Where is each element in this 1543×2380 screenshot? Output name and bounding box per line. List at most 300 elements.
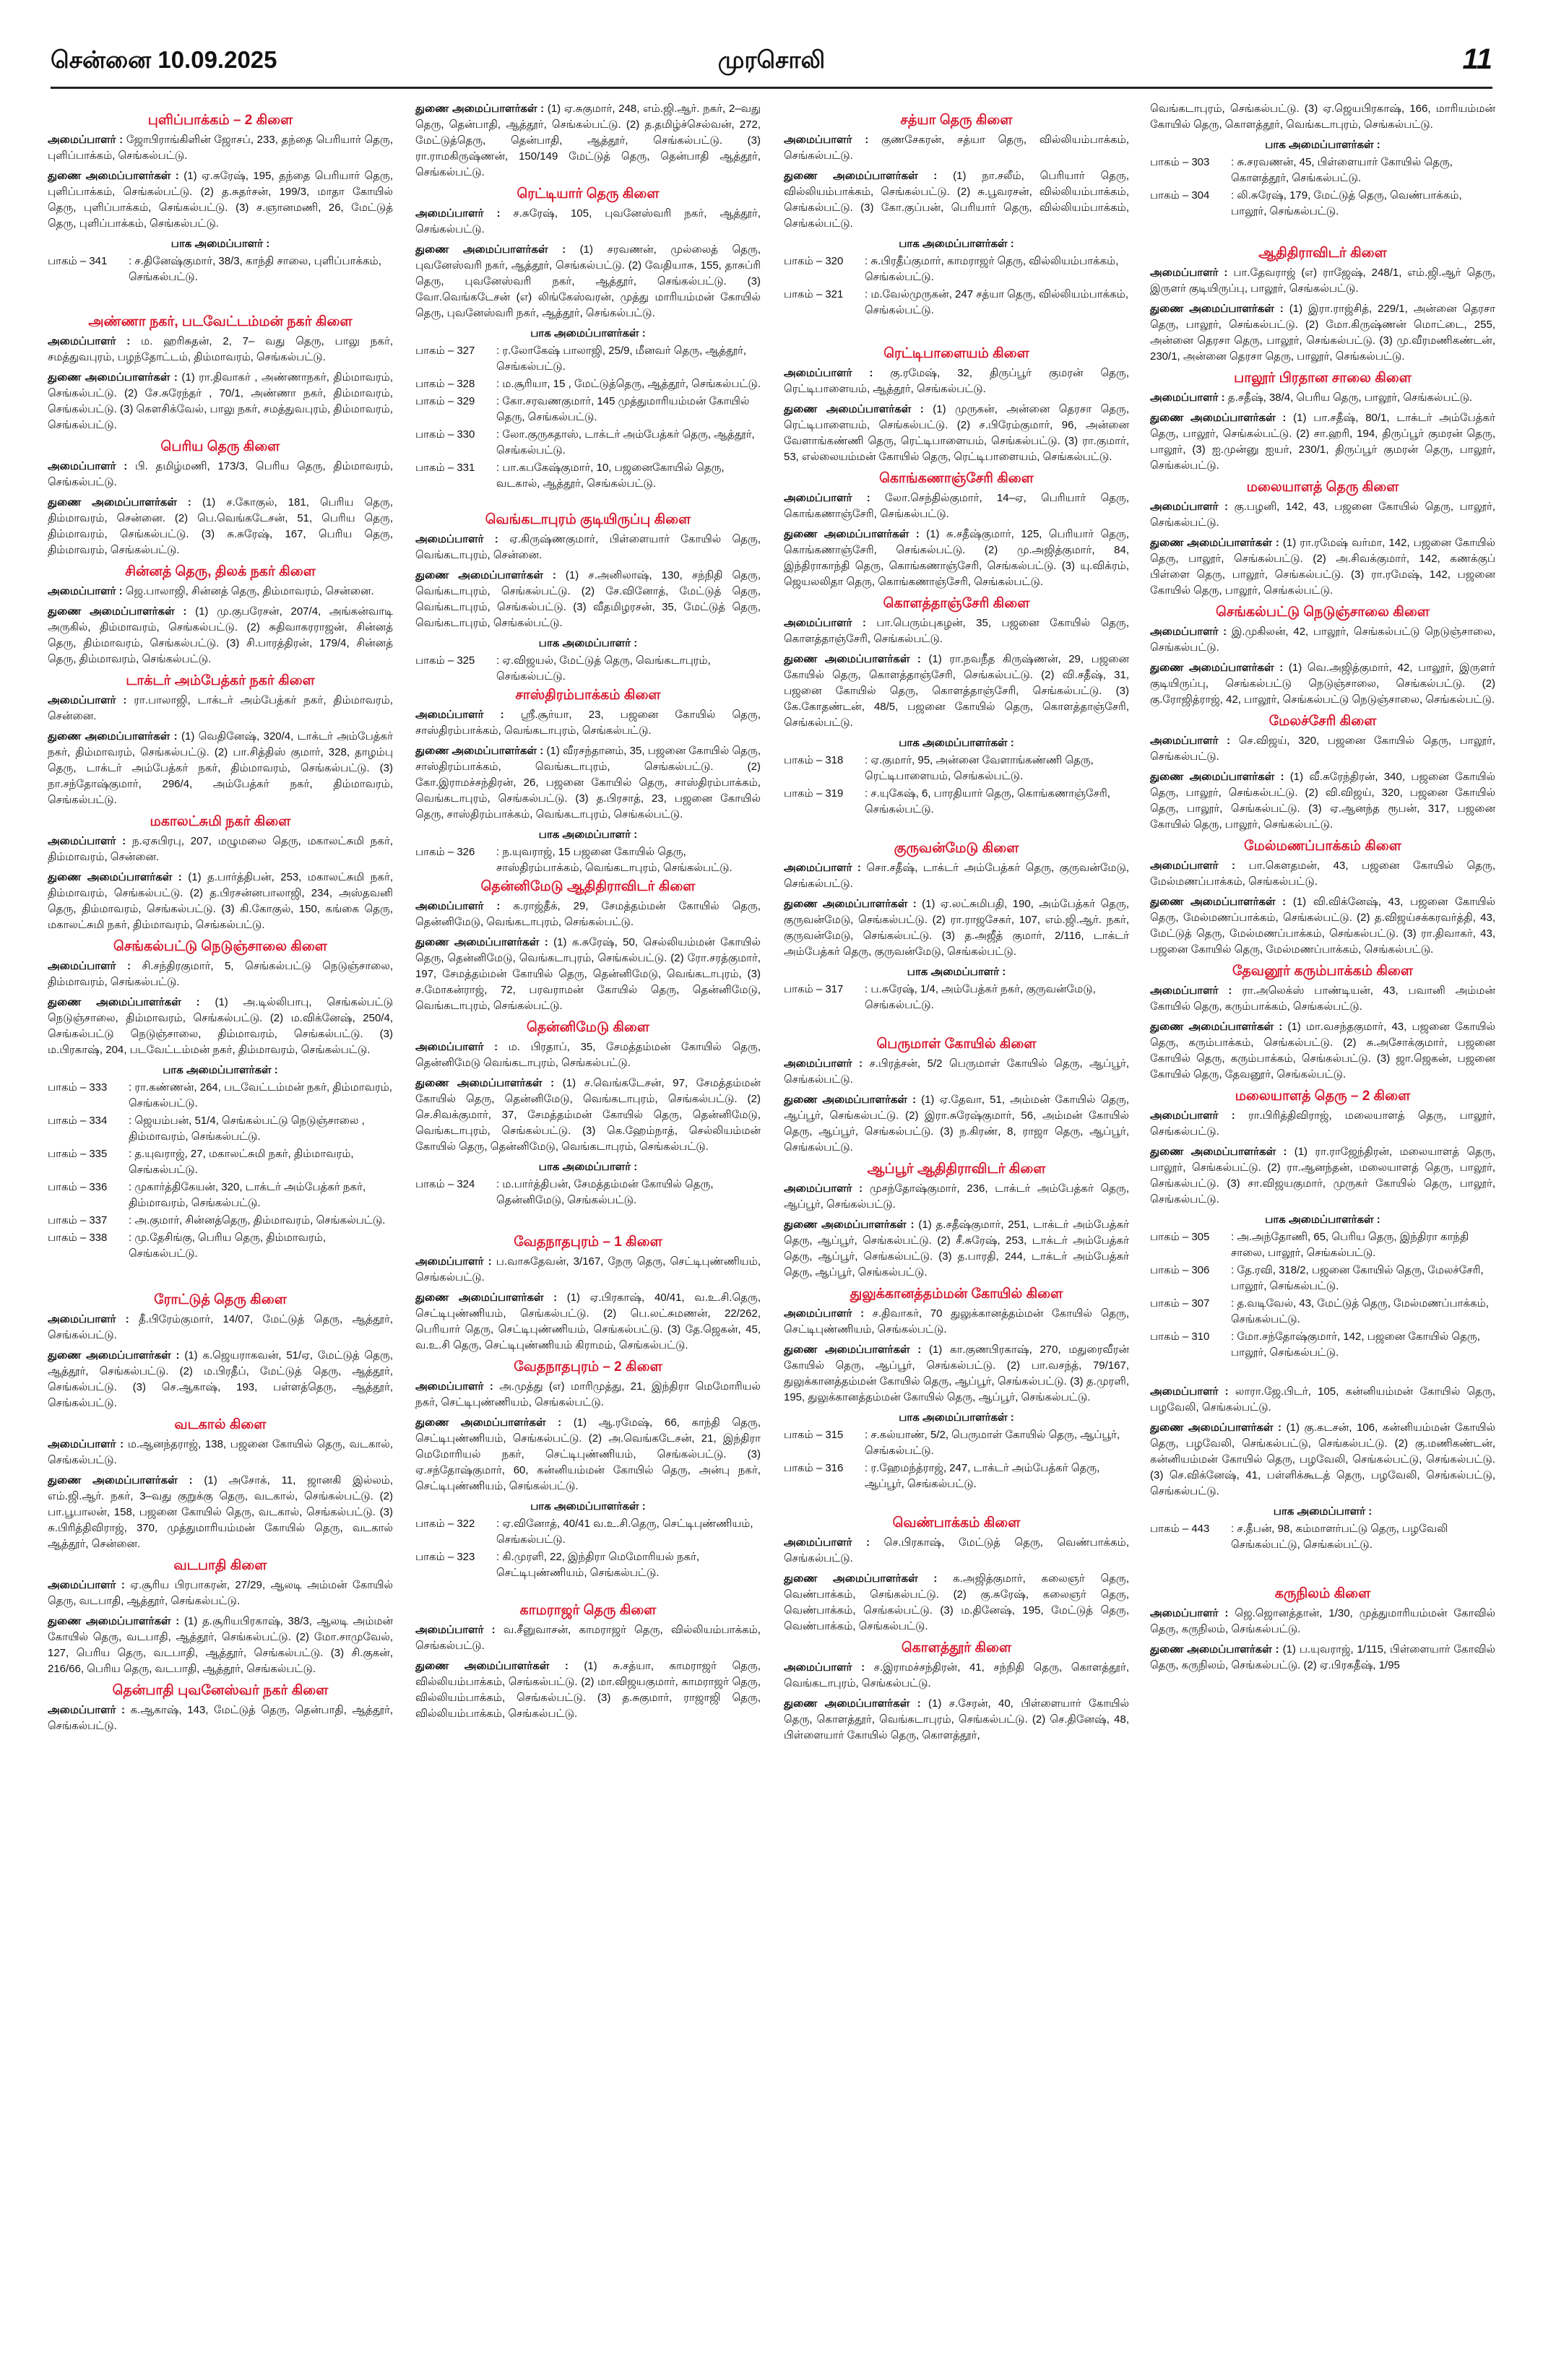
booth-entry — [415, 394, 761, 425]
role-label: அமைப்பாளர் : — [1150, 1109, 1235, 1122]
entry-text: ரா.அலெக்ஸ் பாண்டியன், 43, பவானி அம்மன் கோயில் தெரு, கரும்பாக்கம், செங்கல்பட்டு. — [1150, 985, 1495, 1013]
entry-text: சி.சந்திரகுமார், 5, செங்கல்பட்டு நெடுஞ்சாலை, திம்மாவரம், செங்கல்பட்டு. — [48, 960, 393, 988]
entry-paragraph — [48, 729, 393, 808]
entry-text: வ.சீனுவாசன், காமராஜர் தெரு, வில்லியம்பாக்கம், செங்கல்பட்டு. — [415, 1624, 761, 1652]
role-label: அமைப்பாளர் : — [1150, 1607, 1229, 1619]
entry-paragraph — [1150, 624, 1495, 656]
booth-number: பாகம் – 318 — [784, 754, 844, 766]
booth-detail: : ஏ.வினோத், 40/41 வ.உ.சி.தெரு, செட்டிபுண்ணியம், செங்கல்பட்டு. — [496, 1518, 753, 1546]
booth-number: பாகம் – 335 — [48, 1148, 108, 1160]
entry-text: (1) முருகன், அன்னை தெரசா தெரு, ரெட்டிபாளையம், செங்கல்பட்டு. (2) ச.பிரேம்குமார், 96, அன்னை வேளாங்கண்ணி தெரு, ரெட்டிபாளையம், செங்கல்பட்டு. (3) ரா.குமார், 53, எல்லையம்மன் கோயில் தெரு, ரெட்டிபாளையம், செங்கல்பட்டு. — [784, 403, 1129, 463]
header-date: சென்னை 10.09.2025 — [51, 46, 277, 73]
column-3 — [784, 101, 1129, 2369]
entry-text: (1) ரா.ரமேஷ் வர்மா, 142, பஜனை கோயில் தெரு, பாலூர், செங்கல்பட்டு. (2) அ.சிவக்குமார், 142, கணக்குப் பிள்ளை தெரு, பாலூர், செங்கல்பட்டு. (3) ரா.ரமேஷ், 142, பஜனை கோயில் தெரு, பாலூர், செங்கல்பட்டு. — [1150, 537, 1495, 597]
entry-paragraph — [784, 1535, 1129, 1567]
entry-text: ஜெ.ஜொனத்தான், 1/30, முத்துமாரியம்மன் கோவில் தெரு, கருநிலம், செங்கல்பட்டு. — [1150, 1607, 1495, 1635]
entry-paragraph — [784, 527, 1129, 590]
booth-number: பாகம் – 320 — [784, 255, 844, 267]
role-label: அமைப்பாளர் : — [784, 1536, 870, 1549]
role-label: அமைப்பாளர் : — [48, 460, 128, 472]
entry-text: ச.சுரேஷ், 105, புவனேஸ்வரி நகர், ஆத்தூர், செங்கல்பட்டு. — [415, 207, 761, 235]
booth-detail: : கி.முரளி, 22, இந்திரா மெமோரியல் நகர், செட்டிபுண்ணியம், செங்கல்பட்டு. — [496, 1551, 700, 1579]
booth-entry — [48, 1113, 393, 1145]
role-label: துணை அமைப்பாளர்கள் : — [1150, 1146, 1287, 1158]
booth-number: பாகம் – 338 — [48, 1232, 108, 1244]
entry-paragraph — [415, 1076, 761, 1155]
section-title: குருவன்மேடு கிளை — [894, 841, 1019, 856]
entry-text: (1) வீரசந்தானம், 35, பஜனை கோயில் தெரு, சாஸ்திரம்பாக்கம், வெங்கடாபுரம், செங்கல்பட்டு. (2) கோ.இராமச்சந்திரன், 26, பஜனை கோயில் தெரு, சாஸ்திரம்பாக்கம், வெங்கடாபுரம், செங்கல்பட்டு. (3) த.பிரசாத், 23, பஜனை கோயில் தெரு, சாஸ்திரம்பாக்கம், வெங்கடாபுரம், செங்கல்பட்டு. — [415, 745, 761, 821]
entry-paragraph — [1150, 769, 1495, 833]
subsection-heading: பாக அமைப்பாளர்கள் : — [1265, 139, 1380, 151]
entry-paragraph — [415, 935, 761, 1014]
entry-text: த.சதீஷ், 38/4, பெரிய தெரு, பாலூர், செங்கல்பட்டு. — [1224, 391, 1473, 404]
entry-paragraph — [48, 1578, 393, 1609]
entry-paragraph — [1150, 1144, 1495, 1208]
entry-paragraph — [1150, 1384, 1495, 1416]
booth-entry — [48, 1146, 393, 1178]
booth-entry — [48, 1080, 393, 1112]
entry-paragraph — [415, 532, 761, 563]
booth-number: பாகம் – 321 — [784, 288, 844, 300]
role-label: அமைப்பாளர் : — [784, 1307, 865, 1320]
booth-detail: : ரா.கண்ணன், 264, படவேட்டம்மன் நகர், திம்மாவரம், செங்கல்பட்டு. — [129, 1081, 392, 1109]
role-label: துணை அமைப்பாளர்கள் : — [784, 1572, 938, 1585]
entry-paragraph — [784, 1342, 1129, 1406]
entry-text: தீ.பிரேம்குமார், 14/07, மேட்டுத் தெரு, ஆத்தூர், செங்கல்பட்டு. — [48, 1313, 393, 1341]
booth-number: பாகம் – 331 — [415, 462, 475, 474]
entry-text: (1) வீ.சுரேந்திரன், 340, பஜனை கோயில் தெரு, பாலூர், செங்கல்பட்டு. (2) வி.விஜய், 320, பஜனை கோயில் தெரு, பாலூர், செங்கல்பட்டு. (3) ஏ.ஆனந்த ரூபன், 317, பஜனை கோயில் தெரு, பாலூர், செங்கல்பட்டு. — [1150, 771, 1495, 831]
role-label: அமைப்பாளர் : — [1150, 735, 1231, 747]
role-label: துணை அமைப்பாளர்கள் : — [784, 1094, 917, 1106]
role-label: துணை அமைப்பாளர்கள் : — [48, 1615, 180, 1627]
entry-text: சொ.சதீஷ், டாக்டர் அம்பேத்கர் தெரு, குருவன்மேடு, செங்கல்பட்டு. — [784, 862, 1129, 890]
entry-paragraph — [48, 995, 393, 1058]
booth-entry — [415, 343, 761, 375]
booth-detail: : ம.சூரியா, 15 , மேட்டுத்தெரு, ஆத்தூர், செங்கல்பட்டு. — [496, 378, 761, 390]
booth-entry — [415, 1177, 761, 1208]
entry-text: ஜெ.பாலாஜி, சின்னத் தெரு, திம்மாவரம், சென்னை. — [122, 585, 374, 597]
subsection-heading: பாக அமைப்பாளர்கள் : — [1265, 1213, 1380, 1226]
entry-text: (1) வி.விக்னேஷ், 43, பஜனை கோயில் தெரு, மேல்மணப்பாக்கம், செங்கல்பட்டு. (2) த.விஜய்சக்கரவர்த்தி, 43, மேட்டுத் தெரு, மேல்மணப்பாக்கம், செங்கல்பட்டு. (3) ரா.திவாகர், 43, பஜனை கோயில் தெரு, மேல்மணப்பாக்கம், செங்கல்பட்டு. — [1150, 896, 1495, 956]
booth-detail: : ஜெயம்பன், 51/4, செங்கல்பட்டு நெடுஞ்சாலை , திம்மாவரம், செங்கல்பட்டு. — [129, 1115, 365, 1143]
entry-paragraph — [48, 693, 393, 724]
booth-entry — [784, 1461, 1129, 1492]
section-title: கொங்கணாஞ்சேரி கிளை — [879, 471, 1034, 486]
role-label: துணை அமைப்பாளர்கள் : — [1150, 662, 1284, 674]
booth-number: பாகம் – 303 — [1150, 156, 1210, 168]
entry-text: (1) அசோக், 11, ஜானகி இல்லம், எம்.ஜி.ஆர். நகர், 3–வது குறுக்கு தெரு, வடகால், செங்கல்பட்டு. (2) பா.பூபாலன், 158, பஜனை கோயில் தெரு, வடகால், செங்கல்பட்டு. (3) சு.பிரித்திவிராஜ், 370, முத்துமாரியம்மன் கோயில் தெரு, வடகால் ஆத்தூர், சென்னை. — [48, 1474, 393, 1550]
entry-text: (1) மு.குபரேசன், 207/4, அங்கன்வாடி அருகில், திம்மாவரம், செங்கல்பட்டு. (2) சுதிவாகரராஜன், சின்னத் தெரு, திம்மாவரம், செங்கல்பட்டு. (3) சி.பாரத்திரன், 179/4, சின்னத் தெரு, திம்மாவரம், செங்கல்பட்டு. — [48, 605, 393, 665]
entry-text: (1) ஏ.சுகுமார், 248, எம்.ஜி.ஆர். நகர், 2–வது தெரு, தென்பாதி, ஆத்தூர், செங்கல்பட்டு. (2) த.தமிழ்ச்செல்வன், 272, மேட்டுத்தெரு, தென்பாதி, ஆத்தூர், செங்கல்பட்டு. (3) ரா.ராமகிருஷ்ணன், 150/149 மேட்டுத் தெரு, தென்பாதி ஆத்தூர், செங்கல்பட்டு. — [415, 103, 761, 178]
section-title: கொளத்தூர் கிளை — [901, 1640, 1012, 1656]
entry-paragraph — [415, 1379, 761, 1411]
section-title: காமராஜர் தெரு கிளை — [519, 1603, 657, 1618]
entry-paragraph — [48, 132, 393, 164]
entry-text: (1) த.சூரியபிரகாஷ், 38/3, ஆலடி அம்மன் கோயில் தெரு, வடபாதி, ஆத்தூர், செங்கல்பட்டு. (2) மோ.சாமுவேல், 127, பெரிய தெரு, வடபாதி, ஆத்தூர், செங்கல்பட்டு. (3) சி.குகன், 216/66, பெரிய தெரு, வடபாதி, ஆத்தூர், செங்கல்பட்டு. — [48, 1615, 393, 1675]
section-title: கொளத்தாஞ்சேரி கிளை — [883, 596, 1030, 611]
entry-text: (1) ச.சேரன், 40, பிள்ளையார் கோயில் தெரு, கொளத்தூர், வெங்கடாபுரம், செங்கல்பட்டு. (2) செ.தினேஷ், 48, பிள்ளையார் கோயில் தெரு, கொளத்தூர், — [784, 1697, 1129, 1741]
booth-entry — [48, 1213, 393, 1229]
role-label: அமைப்பாளர் : — [48, 1579, 125, 1591]
entry-text: பா.பெரும்புகழன், 35, பஜனை கோயில் தெரு, கொளத்தாஞ்சேரி, செங்கல்பட்டு. — [784, 617, 1129, 645]
entry-paragraph — [415, 707, 761, 739]
entry-paragraph — [1150, 1642, 1495, 1674]
booth-number: பாகம் – 328 — [415, 378, 475, 390]
booth-detail: : ம.பார்த்திபன், சேமத்தம்மன் கோயில் தெரு, தென்னிமேடு, செங்கல்பட்டு. — [496, 1178, 714, 1206]
role-label: அமைப்பாளர் : — [415, 900, 501, 912]
booth-number: பாகம் – 334 — [48, 1115, 108, 1127]
booth-detail: : ச.தினேஷ்குமார், 38/3, காந்தி சாலை, புளிப்பாக்கம், செங்கல்பட்டு. — [129, 255, 381, 283]
booth-number: பாகம் – 319 — [784, 787, 844, 800]
booth-number: பாகம் – 323 — [415, 1551, 475, 1563]
booth-detail: : ர.லோகேஷ் பாலாஜி, 25/9, மீனவர் தெரு, ஆத்தூர், செங்கல்பட்டு. — [496, 345, 747, 373]
role-label: துணை அமைப்பாளர்கள் : — [48, 996, 200, 1008]
entry-paragraph — [784, 365, 1129, 397]
entry-paragraph — [784, 896, 1129, 960]
booth-detail: : ம.வேல்முருகன், 247 சத்யா தெரு, வில்லியம்பாக்கம், செங்கல்பட்டு. — [865, 288, 1129, 316]
column-1 — [48, 101, 393, 2369]
entry-text: (1) சு.சத்யா, காமராஜர் தெரு, வில்லியம்பாக்கம், செங்கல்பட்டு. (2) மா.விஜயகுமார், காமராஜர் தெரு, வில்லியம்பாக்கம், செங்கல்பட்டு. (3) த.சுகுமார், ராஜாஜி தெரு, வில்லியம்பாக்கம், செங்கல்பட்டு. — [415, 1660, 761, 1720]
section-title: அண்ணா நகர், படவேட்டம்மன் நகர் கிளை — [88, 314, 353, 329]
entry-text: (1) வெ.அஜித்குமார், 42, பாலூர், இருளர் குடியிருப்பு, செங்கல்பட்டு நெடுஞ்சாலை, செங்கல்பட்டு. (2) கு.ரோஜித்ராஜ், 42, பாலூர், செங்கல்பட்டு நெடுஞ்சாலை, செங்கல்பட்டு. — [1150, 662, 1495, 706]
booth-entry — [415, 1516, 761, 1548]
entry-text: (1) ரா.ராஜேந்திரன், மலையாளத் தெரு, பாலூர், செங்கல்பட்டு. (2) ரா.ஆனந்தன், மலையாளத் தெரு, பாலூர், செங்கல்பட்டு. (3) சா.விஜயகுமார், முருகர் கோயில் தெரு, பாலூர், செங்கல்பட்டு. — [1150, 1146, 1495, 1206]
entry-paragraph — [784, 1181, 1129, 1213]
section-title: ரெட்டிபாளையம் கிளை — [883, 346, 1029, 361]
subsection-heading: பாக அமைப்பாளர் : — [907, 966, 1006, 978]
entry-paragraph — [1150, 733, 1495, 765]
column-4 — [1150, 101, 1495, 2369]
booth-number: பாகம் – 327 — [415, 345, 475, 357]
booth-detail: : ச.யுகேஷ், 6, பாரதியார் தெரு, கொங்கணாஞ்சேரி, செங்கல்பட்டு. — [865, 787, 1110, 815]
booth-detail: : சு.பிரதீப்குமார், காமராஜர் தெரு, வில்லியம்பாக்கம், செங்கல்பட்டு. — [865, 255, 1119, 283]
booth-detail: : ஏ.விஜயல், மேட்டுத் தெரு, வெங்கடாபுரம், செங்கல்பட்டு. — [496, 654, 711, 683]
entry-paragraph — [48, 870, 393, 933]
role-label: துணை அமைப்பாளர்கள் : — [1150, 896, 1287, 908]
entry-text: ம. ஹரிசுதன், 2, 7– வது தெரு, பாலு நகர், சமத்துவபுரம், பழந்தோட்டம், திம்மாவரம், செங்கல்பட்டு. — [48, 335, 393, 363]
entry-paragraph — [415, 743, 761, 823]
role-label: துணை அமைப்பாளர்கள் : — [48, 730, 178, 743]
booth-entry — [48, 1180, 393, 1211]
entry-text: ம.ஆனந்தராஜ், 138, பஜனை கோயில் தெரு, வடகால், செங்கல்பட்டு. — [48, 1438, 393, 1466]
section-title: பெரிய தெரு கிளை — [160, 439, 280, 454]
section-title: பாலூர் பிரதான சாலை கிளை — [1234, 371, 1412, 386]
role-label: துணை அமைப்பாளர்கள் : — [784, 653, 921, 665]
entry-text: (1) கா.குணபிரகாஷ், 270, மதுரைவீரன் கோயில் தெரு, ஆப்பூர், செங்கல்பட்டு. (2) பா.வசந்த், 79/167, துலுக்கானத்தம்மன் கோயில் தெரு, ஆப்பூர், செங்கல்பட்டு. (3) த.முரளி, 195, துலுக்கானத்தம்மன் கோயில் தெரு, ஆப்பூர், செங்கல்பட்டு. — [784, 1343, 1129, 1403]
entry-text: ந.ஏசுபிரபு, 207, மழுமலை தெரு, மகாலட்சுமி நகர், திம்மாவரம், சென்னை. — [48, 835, 393, 863]
entry-text: லோ.செந்தில்குமார், 14–ஏ, பெரியார் தெரு, கொங்கணாஞ்சேரி, செங்கல்பட்டு. — [784, 492, 1129, 520]
page-number: 11 — [1462, 43, 1492, 75]
entry-paragraph — [1150, 660, 1495, 708]
booth-number: பாகம் – 443 — [1150, 1523, 1210, 1535]
booth-detail: : அ.குமார், சின்னத்தெரு, திம்மாவரம், செங்கல்பட்டு. — [129, 1214, 386, 1226]
role-label: அமைப்பாளர் : — [48, 134, 124, 146]
entry-text: (1) க.ஜெயராகவன், 51/ஏ, மேட்டுத் தெரு, ஆத்தூர், செங்கல்பட்டு. (2) ம.பிரதீப், மேட்டுத் தெரு, ஆத்தூர், செங்கல்பட்டு. (3) செ.ஆகாஷ், 193, பள்ளத்தெரு, ஆத்தூர், செங்கல்பட்டு. — [48, 1349, 393, 1409]
role-label: துணை அமைப்பாளர்கள் : — [1150, 537, 1279, 549]
role-label: அமைப்பாளர் : — [1150, 501, 1229, 513]
role-label: அமைப்பாளர் : — [48, 960, 131, 972]
entry-text: (1) ரா.நவநீத கிருஷ்ணன், 29, பஜனை கோயில் தெரு, கொளத்தாஞ்சேரி, செங்கல்பட்டு. (2) வி.சதீஷ், 31, பஜனை கோயில் தெரு, கொளத்தாஞ்சேரி, செங்கல்பட்டு. (3) கே.கோதண்டன், 48/5, பஜனை கோயில் தெரு, கொளத்தாஞ்சேரி, செங்கல்பட்டு. — [784, 653, 1129, 729]
entry-text: (1) ஆ.ரமேஷ், 66, காந்தி தெரு, செட்டிபுண்ணியம், செங்கல்பட்டு. (2) அ.வெங்கடேசன், 21, இந்திரா மெமோரியல் நகர், செட்டிபுண்ணியம், செங்கல்பட்டு. (3) ஏ.சந்தோஷ்குமார், 60, கன்னியம்மன் கோயில் தெரு, அன்பு நகர், செட்டிபுண்ணியம், செங்கல்பட்டு. — [415, 1416, 761, 1492]
entry-paragraph — [415, 568, 761, 631]
role-label: துணை அமைப்பாளர்கள் : — [1150, 771, 1284, 783]
role-label: அமைப்பாளர் : — [48, 1704, 126, 1716]
section-title: மலையாளத் தெரு – 2 கிளை — [1235, 1089, 1411, 1104]
booth-detail: : த.வடிவேல், 43, மேட்டுத் தெரு, மேல்மணப்பாக்கம், செங்கல்பட்டு. — [1231, 1297, 1489, 1325]
role-label: அமைப்பாளர் : — [48, 694, 127, 706]
role-label: துணை அமைப்பாளர்கள் : — [1150, 303, 1284, 315]
section-title: துலுக்கானத்தம்மன் கோயில் கிளை — [850, 1286, 1063, 1302]
booth-number: பாகம் – 322 — [415, 1518, 475, 1530]
entry-paragraph — [1150, 1606, 1495, 1637]
section-title: செங்கல்பட்டு நெடுஞ்சாலை கிளை — [113, 939, 327, 954]
entry-paragraph — [1150, 390, 1495, 406]
entry-text: க.ராஜ்தீக், 29, சேமத்தம்மன் கோயில் தெரு, தென்னிமேடு, வெங்கடாபுரம், செங்கல்பட்டு. — [415, 900, 761, 928]
booth-entry — [48, 1230, 393, 1262]
booth-detail: : பா.கபகேஷ்குமார், 10, பஜனைகோயில் தெரு, வடகால், ஆத்தூர், செங்கல்பட்டு. — [496, 462, 725, 490]
entry-text: (1) க.சுரேஷ், 50, செல்லியம்மன் கோயில் தெரு, தென்னிமேடு, வெங்கடாபுரம், செங்கல்பட்டு. (2) ரோ.சரத்குமார், 197, சேமத்தம்மன் கோயில் தெரு, தென்னிமேடு, வெங்கடாபுரம், (3) ச.மோகன்ராஜ், 72, பரவராமன் கோயில் தெரு, தென்னிமேடு, வெங்கடாபுரம், செங்கல்பட்டு. — [415, 936, 761, 1012]
entry-text: ச.இராமச்சந்திரன், 41, சந்நிதி தெரு, கொளத்தூர், வெங்கடாபுரம், செங்கல்பட்டு. — [784, 1661, 1129, 1689]
booth-detail: : ந.யுவராஜ், 15 பஜனை கோயில் தெரு, சாஸ்திரம்பாக்கம், வெங்கடாபுரம், செங்கல்பட்டு. — [496, 846, 732, 874]
entry-text: ஜோபிராங்கிளின் ஜோசப், 233, தந்தை பெரியார் தெரு, புளிப்பாக்கம், செங்கல்பட்டு. — [48, 134, 393, 162]
role-label: துணை அமைப்பாளர்கள் : — [415, 243, 566, 256]
section-title: வேதநாதபுரம் – 2 கிளை — [514, 1359, 662, 1375]
role-label: அமைப்பாளர் : — [48, 1313, 129, 1325]
entry-text: ச.திவாகர், 70 துலுக்கானத்தம்மன் கோயில் தெரு, செட்டிபுண்ணியம், செங்கல்பட்டு. — [784, 1307, 1129, 1336]
entry-paragraph — [784, 1306, 1129, 1338]
booth-entry — [784, 753, 1129, 784]
entry-text: (1) ஏ.பிரகாஷ், 40/41, வ.உ.சி.தெரு, செட்டிபுண்ணியம், செங்கல்பட்டு. (2) பெ.லட்சுமணன், 22/262, பெரியார் தெரு, செட்டிபுண்ணியம், செங்கல்பட்டு. (3) தே.ஜெகன், 45, வ.உ.சி தெரு, செட்டிபுண்ணியம் கிராமம், செங்கல்பட்டு. — [415, 1291, 761, 1351]
entry-text: (1) ச.வெங்கடேசன், 97, சேமத்தம்மன் கோயில் தெரு, தென்னிமேடு, வெங்கடாபுரம், செங்கல்பட்டு. (2) செ.சிவக்குமார், 37, சேமத்தம்மன் கோயில் தெரு, தென்னிமேடு, வெங்கடாபுரம், செங்கல்பட்டு. (3) கெ.ஹேம்நாத், செல்லியம்மன் கோயில் தெரு, தென்னிமேடு, வெங்கடாபுரம், செங்கல்பட்டு. — [415, 1077, 761, 1153]
entry-text: (1) ச.அனிலாஷ், 130, சந்நிதி தெரு, வெங்கடாபுரம், செங்கல்பட்டு. (2) சே.வினோத், மேட்டுத் தெரு, வெங்கடாபுரம், செங்கல்பட்டு. (3) வீதமிழரசன், 35, மேட்டுத் தெரு, வெங்கடாபுரம், செங்கல்பட்டு. — [415, 569, 761, 629]
role-label: துணை அமைப்பாளர்கள் : — [415, 745, 544, 757]
entry-text: (1) இரா.ராஜ்சித், 229/1, அன்னை தெரசா தெரு, பாலூர், செங்கல்பட்டு. (2) மோ.கிருஷ்ணன் மொட்டை, 255, அன்னை தெரசா தெரு, பாலூர், செங்கல்பட்டு. (3) மு.வீரமணிகண்டன், 230/1, அன்னை தெரசா தெரு, பாலூர், செங்கல்பட்டு. — [1150, 303, 1495, 363]
booth-number: பாகம் – 336 — [48, 1181, 108, 1193]
entry-text: (1) மா.வசந்தகுமார், 43, பஜனை கோயில் தெரு, கரும்பாக்கம், செங்கல்பட்டு. (2) சு.அசோக்குமார், பஜனை கோயில் தெரு, கரும்பாக்கம், செங்கல்பட்டு. (3) ஜா.ஜெகன், பஜனை கோயில் தெரு, தேவனூர், செங்கல்பட்டு. — [1150, 1021, 1495, 1081]
booth-detail: : ச.கல்யாண், 5/2, பெருமாள் கோயில் தெரு, ஆப்பூர், செங்கல்பட்டு. — [865, 1429, 1120, 1457]
entry-paragraph — [784, 860, 1129, 892]
entry-text: குணசேகரன், சத்யா தெரு, வில்லியம்பாக்கம், செங்கல்பட்டு. — [784, 134, 1129, 162]
booth-entry — [784, 254, 1129, 285]
section-title: மேலச்சேரி கிளை — [1268, 714, 1377, 729]
page-header — [51, 43, 1492, 85]
role-label: துணை அமைப்பாளர்கள் : — [48, 871, 182, 883]
subsection-heading: பாக அமைப்பாளர் : — [538, 637, 638, 649]
booth-entry — [784, 982, 1129, 1013]
entry-paragraph — [48, 604, 393, 667]
role-label: அமைப்பாளர் : — [784, 1182, 863, 1195]
entry-paragraph — [1150, 410, 1495, 474]
role-label: துணை அமைப்பாளர்கள் : — [48, 170, 179, 182]
entry-paragraph — [1150, 101, 1495, 133]
role-label: அமைப்பாளர் : — [784, 367, 873, 379]
booth-entry — [1150, 1296, 1495, 1328]
entry-paragraph — [48, 168, 393, 232]
header-rule — [51, 87, 1492, 89]
entry-text: க.ஆகாஷ், 143, மேட்டுத் தெரு, தென்பாதி, ஆத்தூர், செங்கல்பட்டு. — [48, 1704, 393, 1732]
role-label: துணை அமைப்பாளர்கள் : — [415, 1416, 562, 1429]
role-label: அமைப்பாளர் : — [784, 492, 870, 504]
role-label: துணை அமைப்பாளர்கள் : — [784, 1219, 915, 1231]
entry-text: (1) பா.சதீஷ், 80/1, டாக்டர் அம்பேத்கர் தெரு, பாலூர், செங்கல்பட்டு. (2) சா.ஹரி, 194, திருப்பூர் குமரன் தெரு, பாலூர், (3) ஐ.முன்னு ஐயர், 230/1, திருப்பூர் குமரன் தெரு, பாலூர், செங்கல்பட்டு. — [1150, 412, 1495, 472]
section-title: சாஸ்திரம்பாக்கம் கிளை — [515, 688, 661, 703]
booth-number: பாகம் – 329 — [415, 395, 475, 407]
section-title: செங்கல்பட்டு நெடுஞ்சாலை கிளை — [1216, 605, 1430, 620]
entry-paragraph — [415, 1290, 761, 1354]
booth-detail: : சு.சரவணன், 45, பிள்ளையார் கோயில் தெரு, கொளத்தூர், செங்கல்பட்டு. — [1231, 156, 1453, 184]
entry-paragraph — [1150, 983, 1495, 1015]
role-label: துணை அமைப்பாளர்கள் : — [48, 605, 187, 618]
booth-detail: : முகார்த்திகேயன், 320, டாக்டர் அம்பேத்கர் நகர், திம்மாவரம், செங்கல்பட்டு. — [129, 1181, 366, 1209]
booth-entry — [1150, 1329, 1495, 1361]
booth-detail: : ப.சுரேஷ், 1/4, அம்பேத்கர் நகர், குருவன்மேடு, செங்கல்பட்டு. — [865, 983, 1096, 1011]
section-title: புளிப்பாக்கம் – 2 கிளை — [147, 113, 293, 128]
role-label: அமைப்பாளர் : — [1150, 391, 1225, 404]
entry-paragraph — [415, 1658, 761, 1722]
booth-entry — [784, 287, 1129, 319]
role-label: துணை அமைப்பாளர்கள் : — [48, 1349, 180, 1362]
booth-detail: : த.யுவராஜ், 27, மகாலட்சுமி நகர், திம்மாவரம், செங்கல்பட்டு. — [129, 1148, 354, 1176]
booth-entry — [784, 1427, 1129, 1459]
role-label: துணை அமைப்பாளர்கள் : — [1150, 412, 1287, 424]
role-label: துணை அமைப்பாளர்கள் : — [48, 496, 191, 509]
subsection-heading: பாக அமைப்பாளர்கள் : — [899, 238, 1014, 250]
role-label: அமைப்பாளர் : — [1150, 626, 1227, 638]
role-label: துணை அமைப்பாளர்கள் : — [1150, 1021, 1283, 1033]
role-label: அமைப்பாளர் : — [415, 709, 504, 721]
entry-text: ரா.பிரித்திவிராஜ், மலையாளத் தெரு, பாலூர், செங்கல்பட்டு. — [1150, 1109, 1495, 1138]
role-label: அமைப்பாளர் : — [415, 1624, 496, 1636]
booth-detail: : மு.தேசிங்கு, பெரிய தெரு, திம்மாவரம், செங்கல்பட்டு. — [129, 1232, 326, 1260]
entry-text: (1) நா.சலீம், பெரியார் தெரு, வில்லியம்பாக்கம், செங்கல்பட்டு. (2) சு.பூவரசன், வில்லியம்பாக்கம், செங்கல்பட்டு. (3) கோ.குப்பன், பெரியார் தெரு, வில்லியம்பாக்கம், செங்கல்பட்டு. — [784, 170, 1129, 230]
section-title: மகாலட்சுமி நகர் கிளை — [150, 814, 291, 829]
entry-paragraph — [1150, 301, 1495, 365]
entry-paragraph — [1150, 858, 1495, 890]
entry-paragraph — [48, 459, 393, 490]
entry-paragraph — [415, 899, 761, 930]
section-title: ரோட்டுத் தெரு கிளை — [154, 1292, 287, 1307]
entry-paragraph — [784, 1696, 1129, 1744]
booth-detail: : லி.சுரேஷ், 179, மேட்டுத் தெரு, வெண்பாக்கம், பாலூர், செங்கல்பட்டு. — [1231, 189, 1462, 217]
entry-text: (1) கு.கடசன், 106, கன்னியம்மன் கோயில் தெரு, பழவேலி, செங்கல்பட்டு, செங்கல்பட்டு. (2) கு.மணிகண்டன், கன்னியம்மன் கோயில் தெரு, பழவேலி, செங்கல்பட்டு, செங்கல்பட்டு. (3) செ.விக்னேஷ், 41, பள்ளிக்கூடத் தெரு, பழவேலி, செங்கல்பட்டு, செங்கல்பட்டு. — [1150, 1421, 1495, 1497]
entry-paragraph — [1150, 265, 1495, 297]
section-title: சின்னத் தெரு, திலக் நகர் கிளை — [125, 564, 316, 579]
section-title: ஆப்பூர் ஆதிதிராவிடர் கிளை — [867, 1161, 1046, 1177]
entry-text: (1) ஏ.தேவா, 51, அம்மன் கோயில் தெரு, ஆப்பூர், செங்கல்பட்டு. (2) இரா.சுரேஷ்குமார், 56, அம்மன் கோயில் தெரு, ஆப்பூர், செங்கல்பட்டு. (3) ந.கிரண், 8, ராஜா தெரு, ஆப்பூர், செங்கல்பட்டு. — [784, 1094, 1129, 1154]
entry-paragraph — [415, 1415, 761, 1494]
role-label: அமைப்பாளர் : — [784, 862, 861, 874]
role-label: துணை அமைப்பாளர்கள் : — [415, 569, 556, 581]
role-label: அமைப்பாளர் : — [415, 207, 501, 220]
booth-number: பாகம் – 316 — [784, 1462, 844, 1474]
subsection-heading: பாக அமைப்பாளர் : — [538, 828, 638, 841]
entry-text: பா.கௌதமன், 43, பஜனை கோயில் தெரு, மேல்மணப்பாக்கம், செங்கல்பட்டு. — [1150, 860, 1495, 888]
entry-text: ப.வாசுதேவன், 3/167, நேரு தெரு, செட்டிபுண்ணியம், செங்கல்பட்டு. — [415, 1255, 761, 1284]
booth-number: பாகம் – 307 — [1150, 1297, 1210, 1310]
entry-paragraph — [784, 490, 1129, 522]
entry-paragraph — [48, 1348, 393, 1411]
entry-text: (1) சு.சதீஷ்குமார், 125, பெரியார் தெரு, கொங்கணாஞ்சேரி, செங்கல்பட்டு. (2) மு.அஜித்குமார், 84, இந்திராகாந்தி தெரு, கொங்கணாஞ்சேரி, செங்கல்பட்டு. (3) யு.விக்ரம், ஜெயலலிதா தெரு, கொங்கணாஞ்சேரி, செங்கல்பட்டு. — [784, 528, 1129, 588]
section-title: வெங்கடாபுரம் குடியிருப்பு கிளை — [485, 512, 691, 527]
subsection-heading: பாக அமைப்பாளர்கள் : — [899, 1411, 1014, 1424]
booth-number: பாகம் – 325 — [415, 654, 475, 667]
role-label: அமைப்பாளர் : — [48, 1438, 124, 1450]
entry-text: (1) ச.கோகுல், 181, பெரிய தெரு, திம்மாவரம், சென்னை. (2) பெ.வெங்கடேசன், 51, பெரிய தெரு, திம்மாவரம், செங்கல்பட்டு. (3) சு.சுரேஷ், 167, பெரிய தெரு, திம்மாவரம், செங்கல்பட்டு. — [48, 496, 393, 556]
entry-text: ரா.பாலாஜி, டாக்டர் அம்பேத்கர் நகர், திம்மாவரம், சென்னை. — [48, 694, 393, 722]
booth-number: பாகம் – 330 — [415, 428, 475, 441]
booth-number: பாகம் – 305 — [1150, 1231, 1210, 1243]
entry-paragraph — [784, 1660, 1129, 1692]
entry-text: பி. தமிழ்மணி, 173/3, பெரிய தெரு, திம்மாவரம், செங்கல்பட்டு. — [48, 460, 393, 488]
entry-paragraph — [784, 1217, 1129, 1281]
entry-text: செ.பிரகாஷ், மேட்டுத் தெரு, வெண்பாக்கம், செங்கல்பட்டு. — [784, 1536, 1129, 1565]
entry-paragraph — [784, 1571, 1129, 1635]
entry-paragraph — [415, 1039, 761, 1071]
entry-text: (1) த.சதீஷ்குமார், 251, டாக்டர் அம்பேத்கர் தெரு, ஆப்பூர், செங்கல்பட்டு. (2) சீ.சுரேஷ், 253, டாக்டர் அம்பேத்கர் தெரு, ஆப்பூர், செங்கல்பட்டு. (3) த.பாரதி, 244, டாக்டர் அம்பேத்கர் தெரு, ஆப்பூர், செங்கல்பட்டு. — [784, 1219, 1129, 1278]
entry-paragraph — [784, 402, 1129, 465]
section-title: ரெட்டியார் தெரு கிளை — [517, 186, 660, 202]
booth-number: பாகம் – 337 — [48, 1214, 108, 1226]
entry-text: முசந்தோஷ்குமார், 236, டாக்டர் அம்பேத்கர் தெரு, ஆப்பூர், செங்கல்பட்டு. — [784, 1182, 1129, 1211]
section-title: சத்யா தெரு கிளை — [900, 113, 1013, 128]
article-columns — [48, 101, 1495, 2369]
section-title: தேவனூர் கரும்பாக்கம் கிளை — [1232, 964, 1414, 979]
entry-paragraph — [1150, 894, 1495, 958]
booth-entry — [1150, 1521, 1495, 1553]
entry-paragraph — [784, 615, 1129, 647]
entry-paragraph — [784, 132, 1129, 164]
role-label: அமைப்பாளர் : — [48, 335, 131, 347]
entry-text: (1) த.பார்த்திபன், 253, மகாலட்சுமி நகர், திம்மாவரம், செங்கல்பட்டு. (2) த.பிரசன்னபாலாஜி, 234, அஸ்தவனி தெரு, திம்மாவரம், செங்கல்பட்டு. (3) கி.கோகுல், 150, கங்கை தெரு, மகாலட்சுமி நகர், திம்மாவரம், செங்கல்பட்டு. — [48, 871, 393, 931]
entry-text: (1) அ.டில்லிபாபு, செங்கல்பட்டு நெடுஞ்சாலை, திம்மாவரம், செங்கல்பட்டு. (2) ம.விக்னேஷ், 250/4, செங்கல்பட்டு நெடுஞ்சாலை, திம்மாவரம், செங்கல்பட்டு. (3) ம.பிரகாஷ், 204, படவேட்டம்மன் நகர், திம்மாவரம், செங்கல்பட்டு. — [48, 996, 393, 1056]
booth-detail: : ஏ.குமார், 95, அன்னை வேளாங்கண்ணி தெரு, ரெட்டிபாளையம், செங்கல்பட்டு. — [865, 754, 1094, 782]
entry-text: லாரா.ஜே.பிடர், 105, கன்னியம்மன் கோயில் தெரு, பழவேலி, செங்கல்பட்டு. — [1150, 1385, 1495, 1414]
entry-text: (1) சரவணன், முல்லைத் தெரு, புவனேஸ்வரி நகர், ஆத்தூர், செங்கல்பட்டு. (2) வேதியாசு, 155, தாசுப்ரி தெரு, புவனேஸ்வரி நகர், ஆத்தூர், செங்கல்பட்டு. (3) வோ.வெங்கடேசன் (எ) லிங்கேஸ்வரன், முத்து மாரியம்மன் கோயில் தெரு, புவனேஸ்வரி நகர், ஆத்தூர், செங்கல்பட்டு. — [415, 243, 761, 319]
entry-paragraph — [48, 584, 393, 600]
section-title: மேல்மணப்பாக்கம் கிளை — [1244, 839, 1401, 854]
subsection-heading: பாக அமைப்பாளர்கள் : — [899, 737, 1014, 749]
entry-paragraph — [1150, 499, 1495, 531]
role-label: துணை அமைப்பாளர்கள் : — [415, 1660, 569, 1672]
entry-text: அ.முத்து (எ) மாரிமுத்து, 21, இந்திரா மெமோரியல் நகர், செட்டிபுண்ணியம், செங்கல்பட்டு. — [415, 1380, 761, 1408]
role-label: அமைப்பாளர் : — [784, 1661, 865, 1674]
entry-paragraph — [1150, 1019, 1495, 1083]
entry-text: இ.முகிலன், 42, பாலூர், செங்கல்பட்டு நெடுஞ்சாலை, செங்கல்பட்டு. — [1150, 626, 1495, 654]
role-label: துணை அமைப்பாளர்கள் : — [784, 1697, 921, 1710]
role-label: துணை அமைப்பாளர்கள் : — [415, 103, 545, 115]
subsection-heading: பாக அமைப்பாளர்கள் : — [530, 327, 646, 339]
entry-paragraph — [48, 495, 393, 558]
role-label: துணை அமைப்பாளர்கள் : — [48, 1474, 193, 1487]
entry-paragraph — [48, 1702, 393, 1734]
booth-number: பாகம் – 326 — [415, 846, 475, 858]
booth-entry — [1150, 1263, 1495, 1294]
entry-paragraph — [1150, 1108, 1495, 1140]
section-title: கருநிலம் கிளை — [1274, 1586, 1371, 1601]
role-label: துணை அமைப்பாளர்கள் : — [1150, 1643, 1279, 1656]
role-label: அமைப்பாளர் : — [415, 1041, 498, 1053]
booth-number: பாகம் – 310 — [1150, 1330, 1210, 1343]
role-label: துணை அமைப்பாளர்கள் : — [415, 936, 548, 948]
entry-paragraph — [784, 1092, 1129, 1156]
booth-number: பாகம் – 317 — [784, 983, 844, 995]
role-label: அமைப்பாளர் : — [784, 617, 866, 629]
section-title: தென்பாதி புவனேஸ்வர் நகர் கிளை — [112, 1683, 329, 1698]
role-label: அமைப்பாளர் : — [415, 1380, 493, 1393]
section-title: டாக்டர் அம்பேத்கர் நகர் கிளை — [126, 673, 315, 688]
role-label: அமைப்பாளர் : — [1150, 985, 1232, 997]
subsection-heading: பாக அமைப்பாளர் : — [1273, 1505, 1373, 1518]
